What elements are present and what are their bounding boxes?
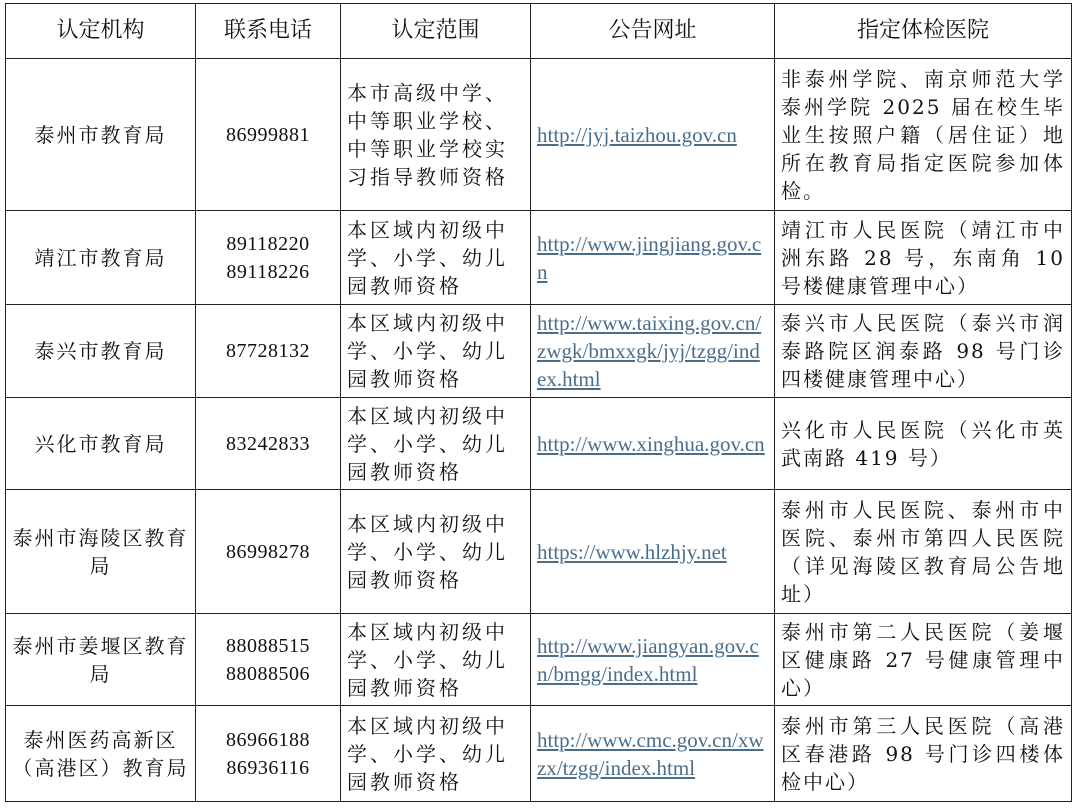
phone-number: 89118226: [226, 260, 310, 283]
hospital-cell: 非泰州学院、南京师范大学泰州学院 2025 届在校生毕业生按照户籍（居住证）地所在教育局指定医院参加体检。: [775, 59, 1072, 211]
announcement-link[interactable]: http://www.jiangyan.gov.cn/bmgg/index.html: [537, 633, 759, 686]
announcement-link[interactable]: http://www.xinghua.gov.cn: [537, 431, 765, 456]
phone-number: 88088515: [226, 634, 310, 657]
phone-cell: [196, 211, 341, 305]
announcement-link[interactable]: http://www.cmc.gov.cn/xwzx/tzgg/index.html: [537, 727, 764, 780]
phone-number: 86999881: [226, 123, 310, 146]
table-row: [6, 398, 1072, 490]
phone-number: 86936116: [226, 756, 310, 779]
header-phone: 联系电话: [196, 4, 341, 59]
scope-cell: 本区域内初级中学、小学、幼儿园教师资格: [341, 490, 531, 614]
table-row: [6, 305, 1072, 398]
table-row: [6, 706, 1072, 802]
phone-number: 89118220: [226, 232, 310, 255]
hospital-cell: 泰州市第二人民医院（姜堰区健康路 27 号健康管理中心）: [775, 614, 1072, 706]
org-cell: 泰州市姜堰区教育局: [6, 614, 196, 706]
scope-cell: 本区域内初级中学、小学、幼儿园教师资格: [341, 398, 531, 490]
announcement-link[interactable]: https://www.hlzhjy.net: [537, 539, 727, 564]
table-header-row: [6, 4, 1072, 59]
table-row: [6, 490, 1072, 614]
scope-cell: 本区域内初级中学、小学、幼儿园教师资格: [341, 614, 531, 706]
hospital-cell: 靖江市人民医院（靖江市中洲东路 28 号，东南角 10 号楼健康管理中心）: [775, 211, 1072, 305]
url-cell: [531, 59, 775, 211]
phone-number: 87728132: [226, 340, 310, 362]
phone-cell: [196, 398, 341, 490]
phone-cell: [196, 490, 341, 614]
phone-cell: [196, 614, 341, 706]
phone-number: 86998278: [226, 540, 310, 563]
table-row: [6, 211, 1072, 305]
phone-number: 88088506: [226, 662, 310, 685]
org-cell: 泰州市教育局: [6, 59, 196, 211]
phone-cell: [196, 305, 341, 398]
header-hospital: 指定体检医院: [775, 4, 1072, 59]
url-cell: [531, 211, 775, 305]
url-cell: [531, 614, 775, 706]
phone-cell: [196, 706, 341, 802]
url-cell: [531, 305, 775, 398]
org-cell: 兴化市教育局: [6, 398, 196, 490]
table-row: [6, 59, 1072, 211]
phone-number: 86966188: [226, 728, 310, 751]
hospital-cell: 泰州市人民医院、泰州市中医院、泰州市第四人民医院（详见海陵区教育局公告地址）: [775, 490, 1072, 614]
certification-table: [5, 3, 1072, 802]
org-cell: 泰州市海陵区教育局: [6, 490, 196, 614]
phone-number: 83242833: [226, 432, 310, 455]
header-scope: 认定范围: [341, 4, 531, 59]
announcement-link[interactable]: http://www.jingjiang.gov.cn: [537, 231, 762, 284]
scope-cell: 本区域内初级中学、小学、幼儿园教师资格: [341, 706, 531, 802]
table-row: [6, 614, 1072, 706]
hospital-cell: 泰兴市人民医院（泰兴市润泰路院区润泰路 98 号门诊四楼健康管理中心）: [775, 305, 1072, 398]
scope-cell: 本区域内初级中学、小学、幼儿园教师资格: [341, 305, 531, 398]
org-cell: 泰兴市教育局: [6, 305, 196, 398]
url-cell: [531, 490, 775, 614]
org-cell: 泰州医药高新区（高港区）教育局: [6, 706, 196, 802]
org-cell: 靖江市教育局: [6, 211, 196, 305]
hospital-cell: 泰州市第三人民医院（高港区春港路 98 号门诊四楼体检中心）: [775, 706, 1072, 802]
announcement-link[interactable]: http://www.taixing.gov.cn/zwgk/bmxxgk/jyj/tzgg/index.html: [537, 311, 762, 391]
hospital-cell: 兴化市人民医院（兴化市英武南路 419 号）: [775, 398, 1072, 490]
scope-cell: 本区域内初级中学、小学、幼儿园教师资格: [341, 211, 531, 305]
url-cell: [531, 706, 775, 802]
announcement-link[interactable]: http://jyj.taizhou.gov.cn: [537, 122, 737, 147]
scope-cell: 本市高级中学、中等职业学校、中等职业学校实习指导教师资格: [341, 59, 531, 211]
phone-cell: [196, 59, 341, 211]
header-url: 公告网址: [531, 4, 775, 59]
url-cell: [531, 398, 775, 490]
header-org: 认定机构: [6, 4, 196, 59]
